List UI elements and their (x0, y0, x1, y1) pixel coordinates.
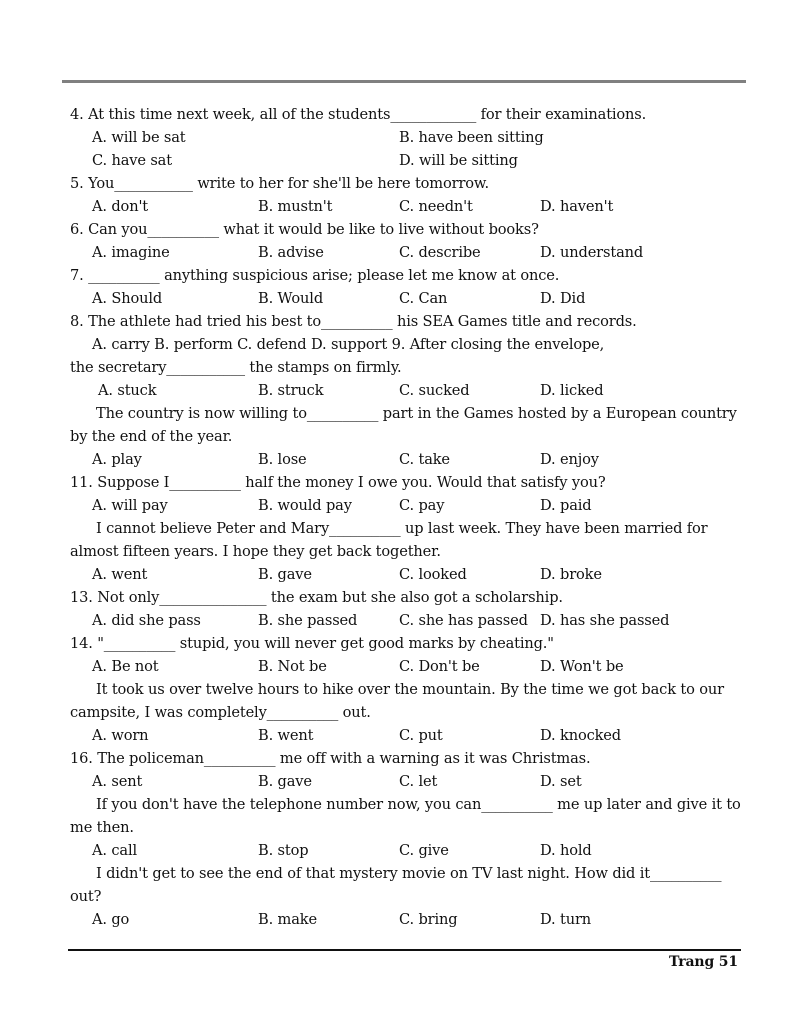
option: C. put (399, 727, 443, 744)
option: B. have been sitting (399, 129, 544, 146)
option: D. haven't (540, 198, 614, 215)
option: A. worn (92, 727, 149, 744)
options-14 (70, 655, 742, 678)
options-7 (70, 287, 742, 310)
options-10 (70, 448, 742, 471)
option: C. needn't (399, 198, 473, 215)
option: C. looked (399, 566, 467, 583)
option: A. Should (92, 290, 163, 307)
option: A. will be sat (92, 129, 186, 146)
option: D. licked (540, 382, 604, 399)
options-15 (70, 724, 742, 747)
option: A. call (92, 842, 137, 859)
options-12 (70, 563, 742, 586)
option: A. go (92, 911, 130, 928)
question-11: 11. Suppose I__________ half the money I owe you. Would that satisfy you? (70, 474, 606, 491)
page-number: Trang 51 (669, 954, 738, 970)
question-7: 7. __________ anything suspicious arise; please let me know at once. (70, 267, 560, 284)
option: B. mustn't (258, 198, 333, 215)
option: B. gave (258, 566, 312, 583)
option: A. Be not (92, 658, 159, 675)
options-4b (70, 149, 742, 172)
question-8: 8. The athlete had tried his best to__________ his SEA Games title and records. (70, 313, 637, 330)
option: D. enjoy (540, 451, 599, 468)
option: A. don't (92, 198, 149, 215)
option: D. understand (540, 244, 644, 261)
option: B. gave (258, 773, 312, 790)
question-10: The country is now willing to__________ part in the Games hosted by a European country by the end of the year. (70, 405, 737, 445)
option: B. stop (258, 842, 309, 859)
option: D. will be sitting (399, 152, 518, 169)
option: B. lose (258, 451, 307, 468)
option: A. did she pass (92, 612, 201, 629)
option: A. stuck (98, 382, 157, 399)
option: C. Don't be (399, 658, 480, 675)
option: C. Can (399, 290, 448, 307)
option: B. she passed (258, 612, 358, 629)
options-6 (70, 241, 742, 264)
option: B. advise (258, 244, 324, 261)
option: B. Not be (258, 658, 327, 675)
options-5 (70, 195, 742, 218)
option: A. went (92, 566, 148, 583)
question-5: 5. You___________ write to her for she'll be here tomorrow. (70, 175, 490, 192)
question-18: I didn't get to see the end of that mystery movie on TV last night. How did it__________ out? (70, 865, 722, 905)
option: C. have sat (92, 152, 172, 169)
options-9 (70, 379, 742, 402)
question-12: I cannot believe Peter and Mary__________ up last week. They have been married for almost fifteen years. I hope they get back together. (70, 520, 708, 560)
option: B. went (258, 727, 314, 744)
option: D. paid (540, 497, 592, 514)
option: D. knocked (540, 727, 621, 744)
option: C. describe (399, 244, 481, 261)
option: A. play (92, 451, 142, 468)
question-13: 13. Not only_______________ the exam but she also got a scholarship. (70, 589, 563, 606)
question-14: 14. "__________ stupid, you will never get good marks by cheating." (70, 635, 554, 652)
option: D. has she passed (540, 612, 670, 629)
option: C. she has passed (399, 612, 528, 629)
question-4: 4. At this time next week, all of the students____________ for their examinations. (70, 106, 647, 123)
option: B. struck (258, 382, 324, 399)
option: B. Would (258, 290, 324, 307)
option: C. bring (399, 911, 458, 928)
option: C. sucked (399, 382, 470, 399)
option: D. hold (540, 842, 592, 859)
option: A. sent (92, 773, 143, 790)
option: D. Won't be (540, 658, 624, 675)
option: D. set (540, 773, 582, 790)
options-16 (70, 770, 742, 793)
options-11 (70, 494, 742, 517)
options-13 (70, 609, 742, 632)
option: D. turn (540, 911, 592, 928)
question-16: 16. The policeman__________ me off with a warning as it was Christmas. (70, 750, 591, 767)
option: D. Did (540, 290, 586, 307)
option: A. imagine (92, 244, 170, 261)
header-rule (62, 80, 746, 83)
option: B. make (258, 911, 317, 928)
option: D. broke (540, 566, 602, 583)
question-17: If you don't have the telephone number now, you can__________ me up later and give it to me then. (70, 796, 741, 836)
option: B. would pay (258, 497, 352, 514)
option: C. give (399, 842, 449, 859)
question-9-text: the secretary___________ the stamps on firmly. (70, 359, 402, 376)
options-4 (70, 126, 742, 149)
question-6: 6. Can you__________ what it would be like to live without books? (70, 221, 539, 238)
question-8-options-inline: A. carry B. perform C. defend D. support 9. After closing the envelope, (92, 336, 605, 353)
options-18 (70, 908, 742, 931)
question-15: It took us over twelve hours to hike over the mountain. By the time we got back to our campsite, I was completely__________ out. (70, 681, 724, 721)
option: A. will pay (92, 497, 168, 514)
page-content (70, 103, 742, 931)
option: C. pay (399, 497, 445, 514)
option: C. take (399, 451, 450, 468)
option: C. let (399, 773, 438, 790)
options-17 (70, 839, 742, 862)
footer-rule (68, 949, 741, 951)
